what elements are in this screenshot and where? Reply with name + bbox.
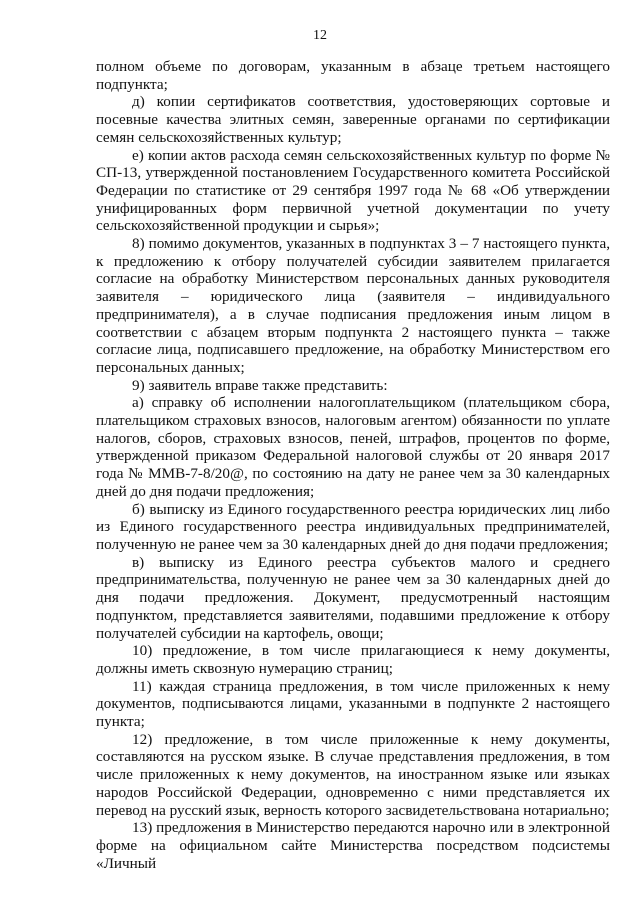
paragraph-item-13: 13) предложения в Министерство передаются нарочно или в электронной форме на официальном сайте Министерства посредством подсистемы «Личный [96,819,610,872]
paragraph-item-8: 8) помимо документов, указанных в подпунктах 3 – 7 настоящего пункта, к предложению к отбору получателей субсидии заявителем прилагается согласие на обработку Министерством персональных данных руководителя заявителя – юридического лица (заявителя – индивидуального предпринимателя), а в случае подписания предложения иным лицом в соответствии с абзацем вторым подпункта 2 настоящего пункта – также согласие лица, подписавшего предложение, на обработку Министерством его персональных данных; [96,235,610,376]
paragraph-item-e: е) копии актов расхода семян сельскохозяйственных культур по форме № СП-13, утвержденной постановлением Государственного комитета Российской Федерации по статистике от 29 сентября 1997 года № 68 «Об утверждении унифицированных форм первичной учетной документации по учету сельскохозяйственной продукции и сырья»; [96,146,610,235]
document-body [96,58,610,872]
paragraph-item-9a: а) справку об исполнении налогоплательщиком (плательщиком сбора, плательщиком страховых взносов, налоговым агентом) обязанности по уплате налогов, сборов, страховых взносов, пеней, штрафов, процентов по форме, утвержденной приказом Федеральной налоговой службы от 20 января 2017 года № ММВ-7-8/20@, по состоянию на дату не ранее чем за 30 календарных дней до дня подачи предложения; [96,394,610,500]
paragraph-item-9v: в) выписку из Единого реестра субъектов малого и среднего предпринимательства, полученную не ранее чем за 30 календарных дней до дня подачи предложения. Документ, предусмотренный настоящим подпунктом, представляется заявителями, подавшими предложение к отбору получателей субсидии на картофель, овощи; [96,553,610,642]
paragraph-item-11: 11) каждая страница предложения, в том числе приложенных к нему документов, подписываются лицами, указанными в подпункте 2 настоящего пункта; [96,677,610,731]
paragraph-item-9: 9) заявитель вправе также представить: [132,376,388,394]
page-number: 12 [313,28,327,43]
paragraph-item-12: 12) предложение, в том числе приложенные к нему документы, составляются на русском языке. В случае представления предложения, в том числе приложенных к нему документов, на иностранном языке или языках народов Российской Федерации, одновременно с ними представляется их перевод на русский язык, верность которого засвидетельствована нотариально; [96,730,610,819]
paragraph-continuation: полном объеме по договорам, указанным в абзаце третьем настоящего подпункта; [96,58,610,93]
paragraph-item-d: д) копии сертификатов соответствия, удостоверяющих сортовые и посевные качества элитных семян, заверенные органами по сертификации семян сельскохозяйственных культур; [96,93,610,146]
paragraph-item-10: 10) предложение, в том числе прилагающиеся к нему документы, должны иметь сквозную нумерацию страниц; [96,642,610,677]
paragraph-item-9b: б) выписку из Единого государственного реестра юридических лиц либо из Единого государственного реестра индивидуальных предпринимателей, полученную не ранее чем за 30 календарных дней до дня подачи предложения; [96,500,610,553]
